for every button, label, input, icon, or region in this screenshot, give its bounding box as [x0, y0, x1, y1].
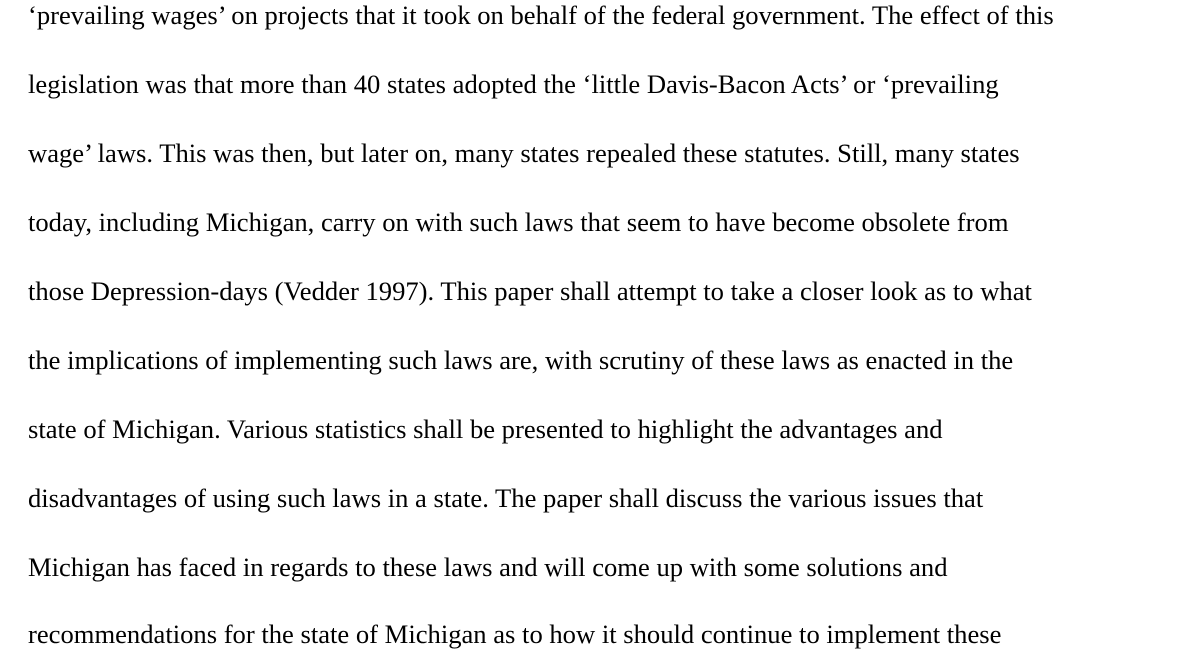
paragraph-line-3: wage’ laws. This was then, but later on, many states repealed these statutes. Still, many states [28, 138, 1020, 168]
paragraph-line-1: ‘prevailing wages’ on projects that it took on behalf of the federal government. The effect of this [28, 0, 1054, 30]
paragraph-line-6: the implications of implementing such laws are, with scrutiny of these laws as enacted in the [28, 345, 1014, 375]
paragraph-line-8: disadvantages of using such laws in a state. The paper shall discuss the various issues that [28, 483, 984, 513]
paragraph-line-9: Michigan has faced in regards to these laws and will come up with some solutions and [28, 552, 948, 582]
paragraph-line-5: those Depression-days (Vedder 1997). This paper shall attempt to take a closer look as to what [28, 276, 1032, 306]
paragraph-line-10: recommendations for the state of Michigan as to how it should continue to implement these [28, 619, 1002, 649]
paragraph-line-2: legislation was that more than 40 states adopted the ‘little Davis-Bacon Acts’ or ‘prevailing [28, 69, 999, 99]
paragraph-line-7: state of Michigan. Various statistics shall be presented to highlight the advantages and [28, 414, 943, 444]
paragraph-line-4: today, including Michigan, carry on with such laws that seem to have become obsolete from [28, 207, 1009, 237]
